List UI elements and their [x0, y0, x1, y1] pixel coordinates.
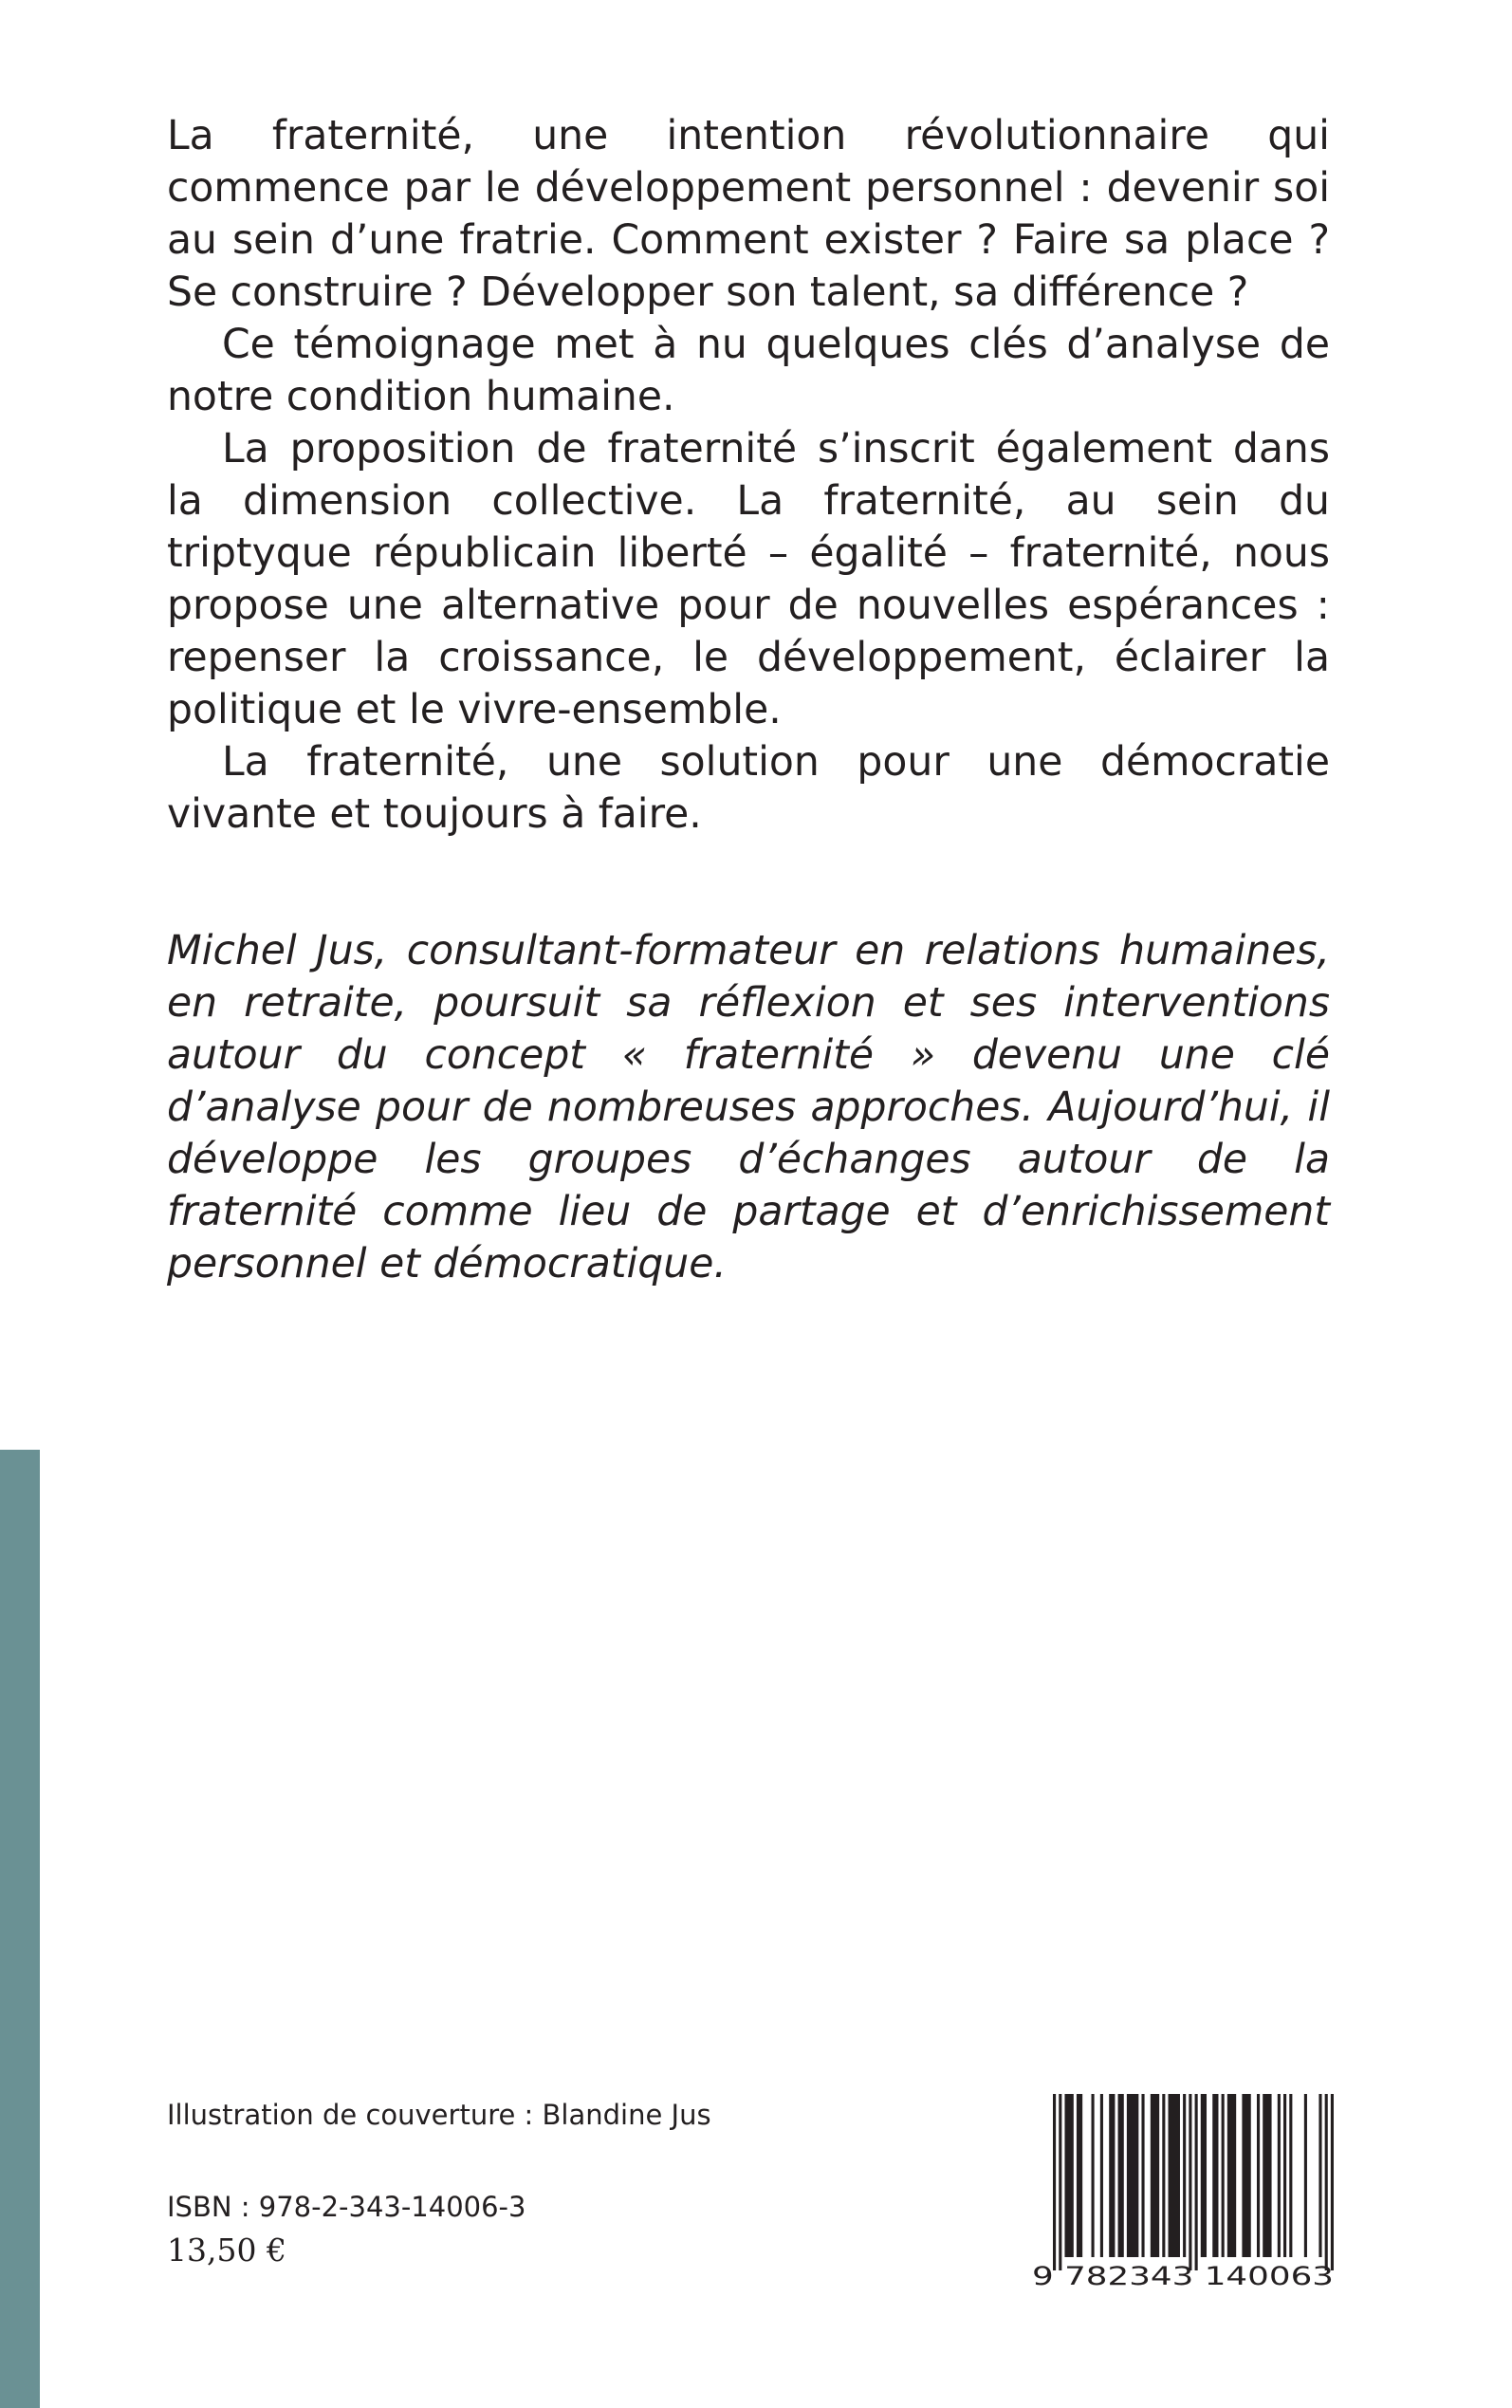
- barcode-bar: [1227, 2094, 1236, 2257]
- barcode-bar: [1077, 2094, 1082, 2257]
- author-bio-text: Michel Jus, consultant-formateur en relations humaines, en retraite, poursuit sa réflexion et ses interventions autour du concept « fraternité » devenu une clé d’analyse pour de nombreuses approches. Aujourd’hui, il développe les groupes d’échanges autour de la fraternité comme lieu de partage et d’enrichissement personnel et démocratique.: [167, 928, 1330, 1287]
- barcode-bar: [1325, 2094, 1328, 2270]
- barcode-bar: [1242, 2094, 1250, 2257]
- blurb-paragraph-2: Ce témoignage met à nu quelques clés d’analyse de notre condition humaine.: [167, 322, 1330, 420]
- barcode-bar: [1092, 2094, 1095, 2257]
- barcode-bar: [1263, 2094, 1271, 2257]
- barcode-bar: [1283, 2094, 1286, 2257]
- barcode-bar: [1195, 2094, 1198, 2270]
- blurb-paragraph-3: La proposition de fraternité s’inscrit également dans la dimension collective. La fraternité, au sein du triptyque républicain liberté – égalité – fraternité, nous propose une alternative pour de nouvelles espérances : repenser la croissance, le développement, éclairer la politique et le vivre-ensemble.: [167, 426, 1330, 733]
- barcode-bar: [1059, 2094, 1061, 2270]
- cover-side-stripe: [0, 1450, 40, 2408]
- barcode-bar: [1289, 2094, 1292, 2257]
- barcode-bars: [1053, 2094, 1334, 2270]
- author-bio: [167, 925, 1330, 1290]
- barcode-bar: [1151, 2094, 1159, 2257]
- barcode-bar: [1304, 2094, 1307, 2257]
- barcode-bar: [1222, 2094, 1225, 2257]
- barcode-bar: [1109, 2094, 1115, 2257]
- barcode-bar: [1141, 2094, 1144, 2257]
- isbn-label: ISBN : 978-2-343-14006-3: [167, 2191, 526, 2223]
- cover-illustration-credit: Illustration de couverture : Blandine Jus: [167, 2099, 711, 2131]
- barcode-bar: [1118, 2094, 1124, 2257]
- barcode-bar: [1064, 2094, 1073, 2257]
- barcode-bar: [1100, 2094, 1103, 2257]
- barcode-bar: [1331, 2094, 1334, 2270]
- barcode-bar: [1278, 2094, 1281, 2257]
- barcode-number: 9 782343 140063: [1032, 2262, 1334, 2289]
- ean13-barcode: [1032, 2094, 1334, 2289]
- barcode-bar: [1127, 2094, 1138, 2257]
- barcode-bar: [1162, 2094, 1165, 2257]
- barcode-bar: [1183, 2094, 1186, 2257]
- barcode-bar: [1053, 2094, 1056, 2270]
- back-cover-blurb: [167, 110, 1330, 841]
- barcode-bar: [1169, 2094, 1180, 2257]
- barcode-bar: [1212, 2094, 1218, 2257]
- price-label: 13,50 €: [167, 2232, 286, 2269]
- barcode-bar: [1318, 2094, 1321, 2257]
- barcode-bar: [1189, 2094, 1191, 2270]
- blurb-paragraph-1: La fraternité, une intention révolutionnaire qui commence par le développement personnel : devenir soi au sein d’une fratrie. Comment exister ? Faire sa place ? Se construire ? Développer son talent, sa différence ?: [167, 113, 1330, 316]
- blurb-paragraph-4: La fraternité, une solution pour une démocratie vivante et toujours à faire.: [167, 739, 1330, 838]
- barcode-bar: [1201, 2094, 1207, 2257]
- barcode-bar: [1257, 2094, 1260, 2257]
